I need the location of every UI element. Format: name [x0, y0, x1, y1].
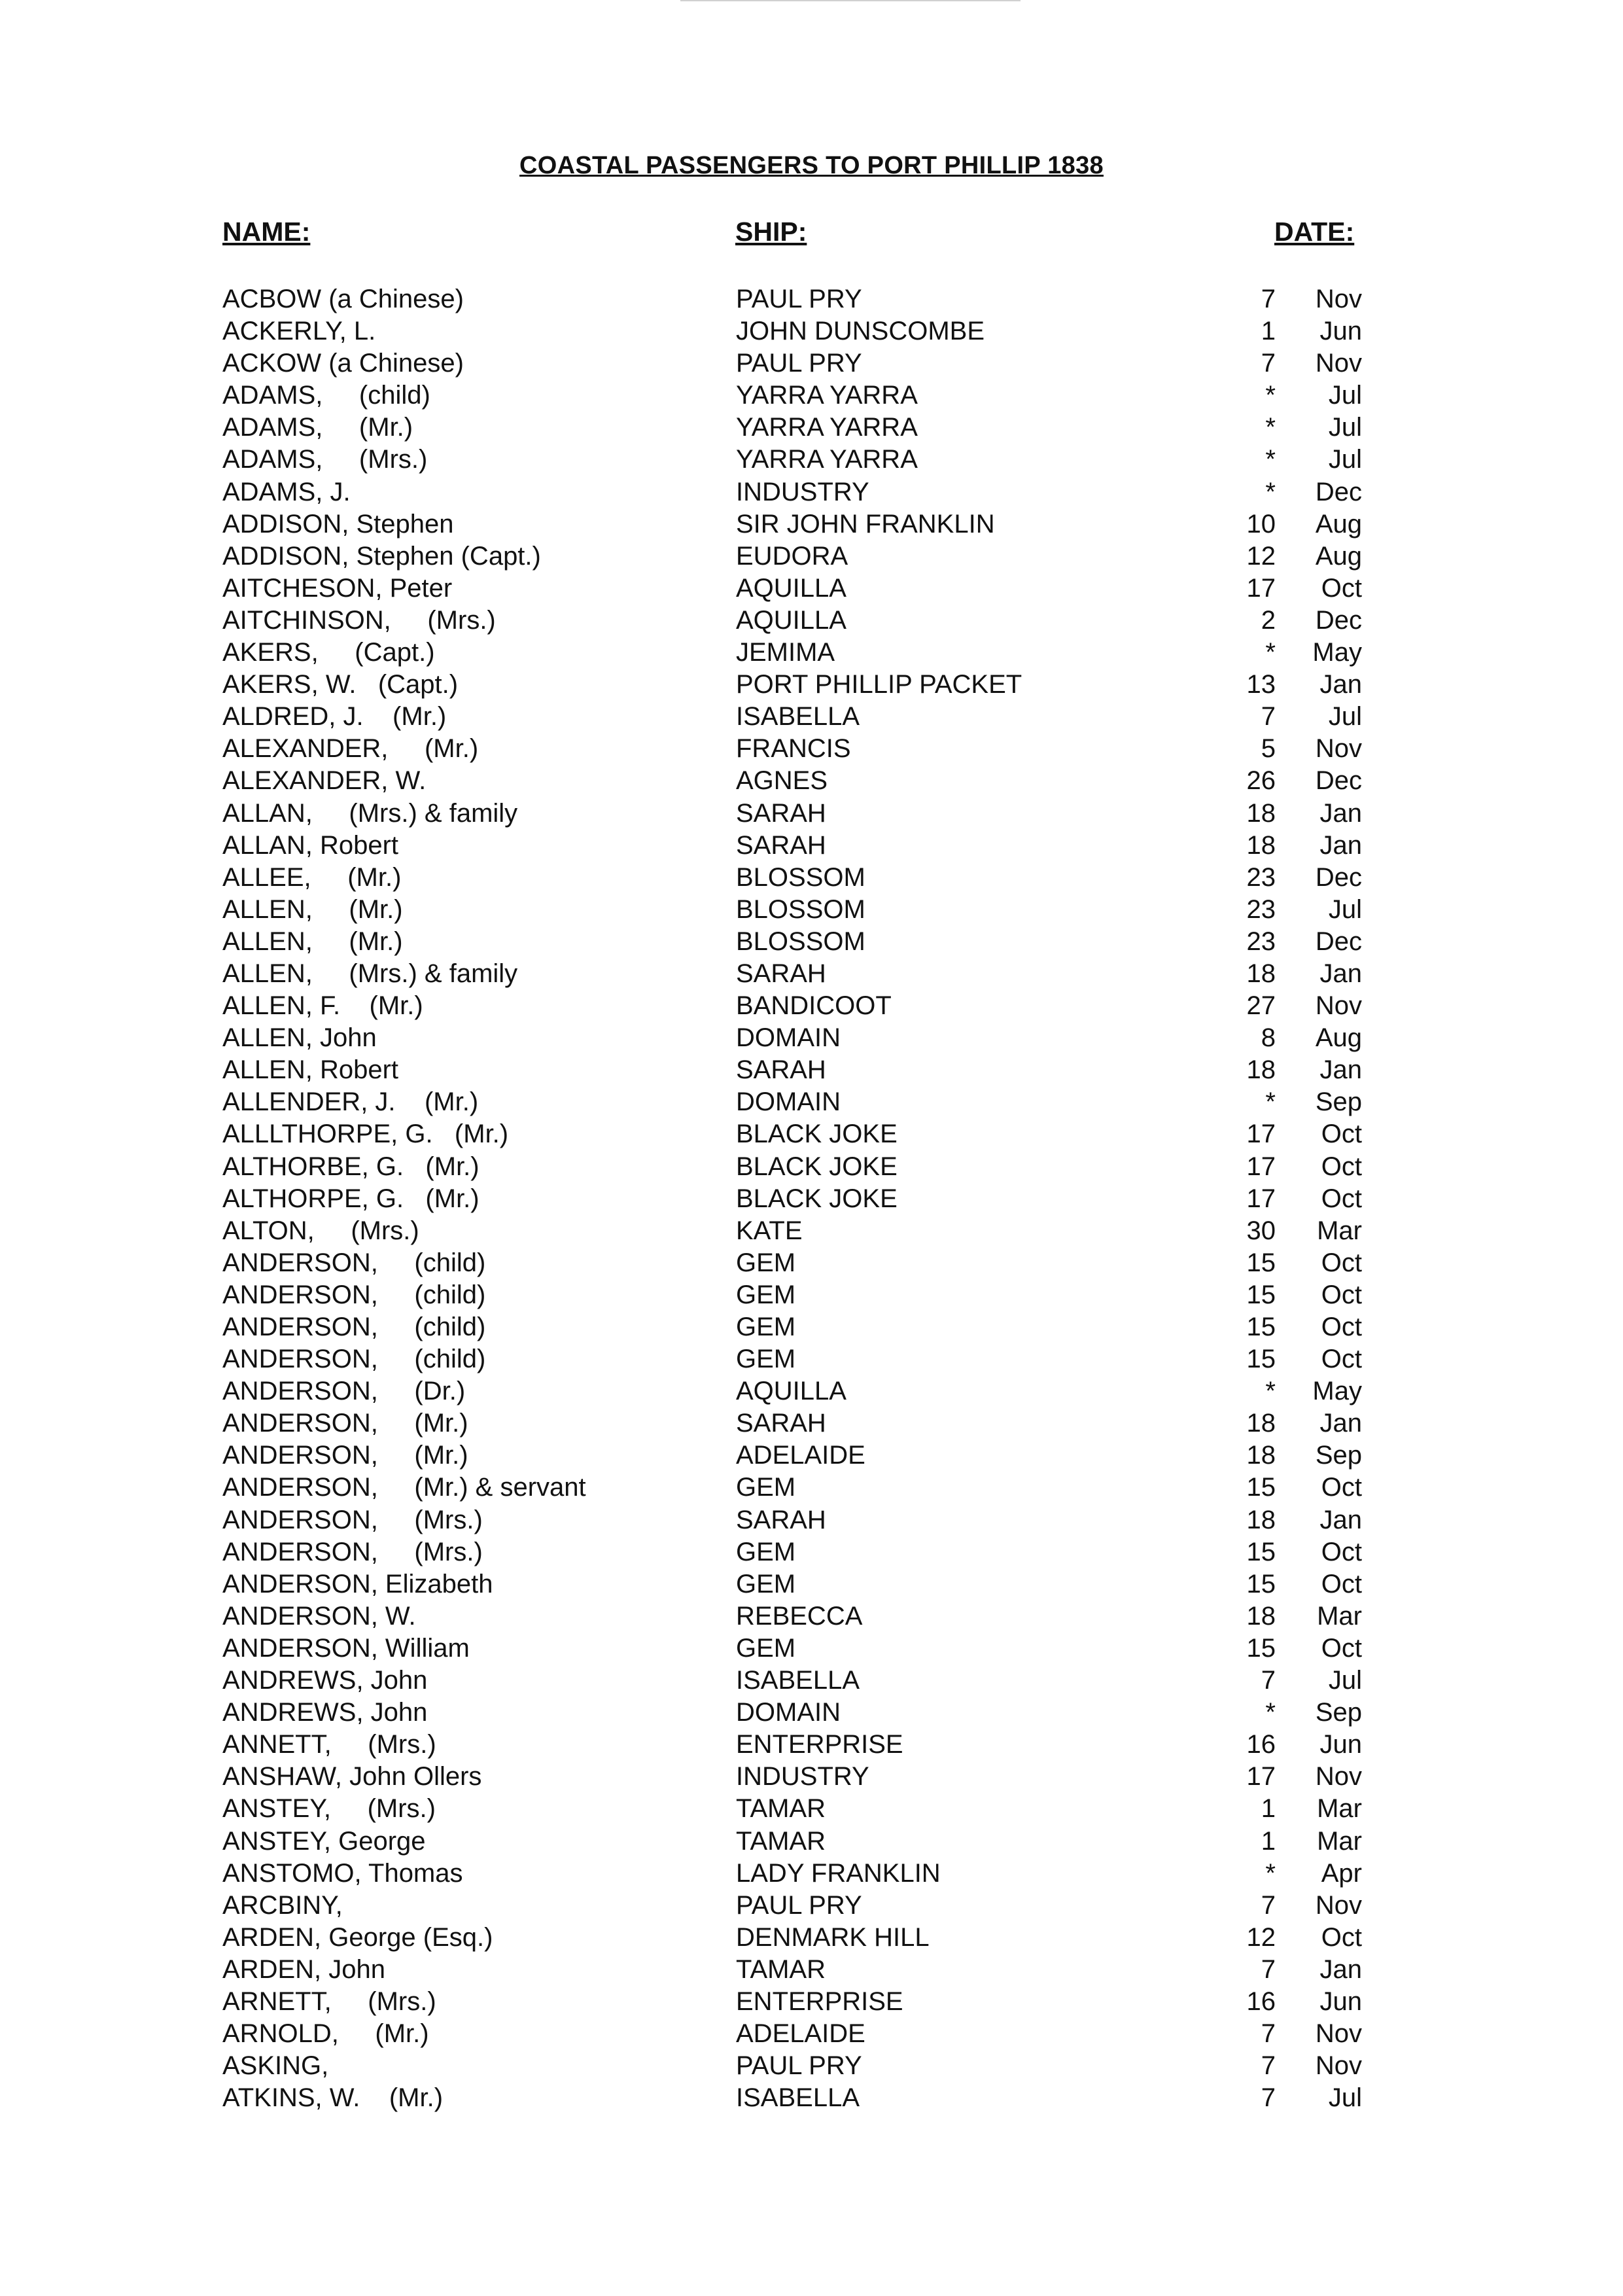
passenger-row	[0, 926, 1623, 958]
arrival-month: Jun	[1319, 1987, 1362, 2016]
passenger-row	[0, 1890, 1623, 1922]
arrival-month: Nov	[1315, 285, 1362, 313]
arrival-month: Oct	[1321, 1633, 1362, 1663]
arrival-day: 7	[1261, 2019, 1276, 2049]
passenger-row	[0, 380, 1623, 412]
passenger-row	[0, 1022, 1623, 1054]
arrival-month: Jun	[1319, 1730, 1362, 1759]
passenger-name: AKERS, (Capt.)	[222, 638, 435, 667]
arrival-month: Oct	[1321, 1120, 1362, 1149]
arrival-day: 17	[1246, 1762, 1276, 1792]
arrival-month: Oct	[1321, 1345, 1362, 1374]
ship-name: PORT PHILLIP PACKET	[736, 670, 1022, 699]
arrival-month: May	[1312, 1377, 1362, 1406]
passenger-row	[0, 1086, 1623, 1118]
page-title: COASTAL PASSENGERS TO PORT PHILLIP 1838	[519, 152, 1104, 179]
arrival-day: 15	[1246, 1569, 1276, 1598]
ship-name: PAUL PRY	[736, 1890, 862, 1920]
arrival-day: *	[1265, 413, 1276, 442]
ship-name: BLACK JOKE	[736, 1184, 898, 1213]
passenger-name: ALLEN, (Mr.)	[222, 894, 403, 924]
arrival-day: 7	[1261, 1954, 1276, 1984]
arrival-day: *	[1265, 381, 1276, 410]
passenger-name: ACKERLY, L.	[222, 317, 376, 346]
passenger-name: ALLEN, John	[222, 1023, 377, 1053]
passenger-name: ANDERSON, (Dr.)	[222, 1377, 466, 1406]
passenger-name: ARDEN, George (Esq.)	[222, 1922, 493, 1952]
arrival-month: Mar	[1317, 1826, 1362, 1856]
passenger-row	[0, 1118, 1623, 1150]
ship-name: SARAH	[736, 798, 826, 828]
passenger-name: ADDISON, Stephen	[222, 509, 454, 539]
ship-name: BLOSSOM	[736, 927, 865, 956]
passenger-name: ALTHORPE, G. (Mr.)	[222, 1184, 480, 1213]
passenger-name: ACKOW (a Chinese)	[222, 349, 464, 378]
passenger-row	[0, 1343, 1623, 1375]
arrival-month: Jul	[1328, 1666, 1362, 1695]
ship-name: ADELAIDE	[736, 2019, 865, 2049]
ship-name: SIR JOHN FRANKLIN	[736, 509, 995, 539]
passenger-row	[0, 1600, 1623, 1633]
arrival-month: Oct	[1321, 1922, 1362, 1952]
arrival-day: 7	[1261, 702, 1276, 732]
arrival-day: 7	[1261, 285, 1276, 313]
arrival-day: 18	[1246, 1055, 1276, 1085]
arrival-day: 18	[1246, 959, 1276, 988]
arrival-month: Sep	[1315, 1087, 1362, 1117]
passenger-row	[0, 1568, 1623, 1600]
ship-name: AQUILLA	[736, 573, 846, 603]
passenger-name: ANDERSON, (Mrs.)	[222, 1537, 483, 1566]
arrival-day: 13	[1246, 670, 1276, 699]
arrival-month: Aug	[1315, 541, 1362, 571]
arrival-month: Jan	[1319, 1055, 1362, 1085]
arrival-day: 2	[1261, 605, 1276, 635]
passenger-row	[0, 765, 1623, 797]
ship-name: GEM	[736, 1345, 796, 1374]
arrival-day: 15	[1246, 1537, 1276, 1566]
ship-name: SARAH	[736, 959, 826, 988]
ship-name: DOMAIN	[736, 1023, 841, 1053]
arrival-day: 23	[1246, 894, 1276, 924]
arrival-month: Jan	[1319, 1954, 1362, 1984]
arrival-month: Oct	[1321, 1313, 1362, 1341]
passenger-name: ANDERSON, Elizabeth	[222, 1569, 493, 1598]
passenger-row	[0, 1247, 1623, 1279]
passenger-row	[0, 1665, 1623, 1697]
ship-name: ISABELLA	[736, 702, 860, 732]
arrival-month: Jul	[1328, 413, 1362, 442]
passenger-row	[0, 1375, 1623, 1407]
passenger-name: ALLAN, (Mrs.) & family	[222, 798, 518, 828]
arrival-day: 16	[1246, 1987, 1276, 2016]
passenger-name: ANDERSON, (Mr.) & servant	[222, 1473, 586, 1502]
ship-name: GEM	[736, 1537, 796, 1566]
ship-name: FRANCIS	[736, 734, 851, 764]
passenger-row	[0, 894, 1623, 926]
ship-name: PAUL PRY	[736, 2051, 862, 2081]
arrival-day: 1	[1261, 1826, 1276, 1856]
arrival-day: 18	[1246, 830, 1276, 860]
passenger-row	[0, 862, 1623, 894]
arrival-month: Jan	[1319, 959, 1362, 988]
passenger-row	[0, 283, 1623, 315]
arrival-day: 23	[1246, 927, 1276, 956]
passenger-name: ARNOLD, (Mr.)	[222, 2019, 429, 2049]
arrival-month: Dec	[1315, 766, 1362, 796]
passenger-row	[0, 798, 1623, 830]
passenger-name: ANDERSON, (child)	[222, 1313, 486, 1341]
passenger-name: ANDERSON, (Mrs.)	[222, 1505, 483, 1534]
arrival-month: Dec	[1315, 477, 1362, 506]
passenger-name: ALLENDER, J. (Mr.)	[222, 1087, 479, 1117]
passenger-name: ANSTEY, George	[222, 1826, 426, 1856]
ship-name: TAMAR	[736, 1826, 826, 1856]
passenger-row	[0, 444, 1623, 476]
arrival-month: Dec	[1315, 862, 1362, 892]
arrival-day: 15	[1246, 1248, 1276, 1277]
passenger-name: ADDISON, Stephen (Capt.)	[222, 541, 541, 571]
passenger-name: ADAMS, (Mrs.)	[222, 445, 428, 474]
passenger-name: ALLEN, F. (Mr.)	[222, 991, 423, 1021]
arrival-month: Jul	[1328, 2083, 1362, 2113]
arrival-day: 30	[1246, 1216, 1276, 1245]
passenger-name: ALLEN, (Mrs.) & family	[222, 959, 518, 988]
arrival-day: 26	[1246, 766, 1276, 796]
ship-name: BLACK JOKE	[736, 1152, 898, 1181]
ship-name: INDUSTRY	[736, 1762, 869, 1792]
arrival-month: Nov	[1315, 2051, 1362, 2081]
ship-name: GEM	[736, 1280, 796, 1309]
arrival-day: 23	[1246, 862, 1276, 892]
passenger-name: ANDERSON, William	[222, 1633, 470, 1663]
ship-name: GEM	[736, 1248, 796, 1277]
passenger-row	[0, 830, 1623, 862]
arrival-day: 18	[1246, 1441, 1276, 1470]
ship-name: ADELAIDE	[736, 1441, 865, 1470]
passenger-row	[0, 1697, 1623, 1729]
arrival-day: 7	[1261, 349, 1276, 378]
ship-name: KATE	[736, 1216, 803, 1245]
passenger-name: ANDERSON, (child)	[222, 1345, 486, 1374]
ship-name: PAUL PRY	[736, 349, 862, 378]
ship-name: ENTERPRISE	[736, 1730, 903, 1759]
arrival-month: Oct	[1321, 1248, 1362, 1277]
arrival-month: Nov	[1315, 1762, 1362, 1792]
arrival-month: Mar	[1317, 1794, 1362, 1824]
passenger-list	[0, 283, 1623, 2114]
arrival-day: *	[1265, 1698, 1276, 1727]
ship-name: BLACK JOKE	[736, 1120, 898, 1149]
arrival-month: Mar	[1317, 1216, 1362, 1245]
ship-name: GEM	[736, 1569, 796, 1598]
arrival-month: Oct	[1321, 573, 1362, 603]
ship-name: DOMAIN	[736, 1698, 841, 1727]
arrival-day: 27	[1246, 991, 1276, 1021]
passenger-row	[0, 1922, 1623, 1954]
arrival-month: Jun	[1319, 317, 1362, 346]
passenger-name: ADAMS, (Mr.)	[222, 413, 413, 442]
arrival-month: Jan	[1319, 670, 1362, 699]
passenger-row	[0, 347, 1623, 380]
passenger-name: ANSHAW, John Ollers	[222, 1762, 482, 1792]
passenger-name: ALLEN, Robert	[222, 1055, 399, 1085]
arrival-month: Jan	[1319, 830, 1362, 860]
passenger-name: ALLEE, (Mr.)	[222, 862, 402, 892]
arrival-month: Jul	[1328, 381, 1362, 410]
column-header-name: NAME:	[222, 217, 311, 247]
arrival-day: 18	[1246, 1409, 1276, 1438]
ship-name: AQUILLA	[736, 605, 846, 635]
arrival-day: 17	[1246, 573, 1276, 603]
arrival-day: 17	[1246, 1120, 1276, 1149]
ship-name: TAMAR	[736, 1954, 826, 1984]
passenger-row	[0, 2050, 1623, 2082]
ship-name: AGNES	[736, 766, 828, 796]
scan-edge-line	[680, 0, 1021, 1]
passenger-row	[0, 2082, 1623, 2114]
passenger-row	[0, 2018, 1623, 2050]
arrival-day: 10	[1246, 509, 1276, 539]
arrival-day: 15	[1246, 1345, 1276, 1374]
arrival-day: 17	[1246, 1184, 1276, 1213]
passenger-name: ASKING,	[222, 2051, 329, 2081]
arrival-day: 15	[1246, 1633, 1276, 1663]
ship-name: INDUSTRY	[736, 477, 869, 506]
ship-name: AQUILLA	[736, 1377, 846, 1406]
arrival-day: *	[1265, 477, 1276, 506]
arrival-day: 1	[1261, 1794, 1276, 1824]
arrival-day: 17	[1246, 1152, 1276, 1181]
arrival-day: 8	[1261, 1023, 1276, 1053]
passenger-row	[0, 1793, 1623, 1825]
passenger-name: ARNETT, (Mrs.)	[222, 1987, 436, 2016]
arrival-month: Dec	[1315, 605, 1362, 635]
passenger-row	[0, 1504, 1623, 1536]
arrival-month: Oct	[1321, 1280, 1362, 1309]
passenger-name: ANDERSON, (Mr.)	[222, 1441, 468, 1470]
column-header-ship: SHIP:	[735, 217, 807, 247]
passenger-row	[0, 1183, 1623, 1215]
passenger-name: ALTHORBE, G. (Mr.)	[222, 1152, 480, 1181]
arrival-month: Apr	[1321, 1858, 1362, 1888]
passenger-name: AKERS, W. (Capt.)	[222, 670, 459, 699]
arrival-day: 7	[1261, 1890, 1276, 1920]
ship-name: GEM	[736, 1473, 796, 1502]
arrival-month: Jul	[1328, 445, 1362, 474]
passenger-row	[0, 733, 1623, 765]
passenger-name: ANNETT, (Mrs.)	[222, 1730, 436, 1759]
arrival-day: 15	[1246, 1280, 1276, 1309]
passenger-name: ANDERSON, (child)	[222, 1280, 486, 1309]
arrival-day: *	[1265, 1858, 1276, 1888]
passenger-name: ANDREWS, John	[222, 1698, 428, 1727]
arrival-day: 12	[1246, 1922, 1276, 1952]
passenger-name: ANDERSON, (child)	[222, 1248, 486, 1277]
passenger-row	[0, 637, 1623, 669]
passenger-name: ARCBINY,	[222, 1890, 343, 1920]
arrival-month: Nov	[1315, 991, 1362, 1021]
ship-name: ISABELLA	[736, 1666, 860, 1695]
passenger-row	[0, 540, 1623, 573]
passenger-row	[0, 1729, 1623, 1761]
arrival-day: 7	[1261, 1666, 1276, 1695]
passenger-name: ALLEN, (Mr.)	[222, 927, 403, 956]
ship-name: DENMARK HILL	[736, 1922, 930, 1952]
arrival-day: 5	[1261, 734, 1276, 764]
arrival-month: Oct	[1321, 1184, 1362, 1213]
arrival-month: Sep	[1315, 1441, 1362, 1470]
ship-name: SARAH	[736, 1055, 826, 1085]
arrival-month: Oct	[1321, 1537, 1362, 1566]
passenger-row	[0, 1761, 1623, 1793]
passenger-row	[0, 573, 1623, 605]
passenger-row	[0, 1858, 1623, 1890]
passenger-row	[0, 1536, 1623, 1568]
passenger-name: ADAMS, J.	[222, 477, 351, 506]
passenger-row	[0, 1633, 1623, 1665]
arrival-month: Nov	[1315, 349, 1362, 378]
arrival-month: May	[1312, 638, 1362, 667]
arrival-month: Oct	[1321, 1152, 1362, 1181]
arrival-month: Mar	[1317, 1601, 1362, 1631]
ship-name: TAMAR	[736, 1794, 826, 1824]
passenger-name: ALEXANDER, (Mr.)	[222, 734, 479, 764]
ship-name: LADY FRANKLIN	[736, 1858, 941, 1888]
passenger-row	[0, 1954, 1623, 1986]
passenger-name: ALEXANDER, W.	[222, 766, 427, 796]
arrival-day: 18	[1246, 798, 1276, 828]
arrival-day: 16	[1246, 1730, 1276, 1759]
passenger-name: ANSTEY, (Mrs.)	[222, 1794, 436, 1824]
passenger-name: ALTON, (Mrs.)	[222, 1216, 419, 1245]
ship-name: JEMIMA	[736, 638, 835, 667]
passenger-row	[0, 1215, 1623, 1247]
ship-name: SARAH	[736, 1505, 826, 1534]
ship-name: BLOSSOM	[736, 894, 865, 924]
ship-name: YARRA YARRA	[736, 413, 918, 442]
ship-name: YARRA YARRA	[736, 445, 918, 474]
passenger-row	[0, 669, 1623, 701]
passenger-row	[0, 476, 1623, 508]
ship-name: BANDICOOT	[736, 991, 892, 1021]
arrival-day: 7	[1261, 2051, 1276, 2081]
ship-name: BLOSSOM	[736, 862, 865, 892]
passenger-name: ANDERSON, W.	[222, 1601, 416, 1631]
ship-name: DOMAIN	[736, 1087, 841, 1117]
passenger-name: ALLLTHORPE, G. (Mr.)	[222, 1120, 509, 1149]
arrival-month: Dec	[1315, 927, 1362, 956]
passenger-name: ANSTOMO, Thomas	[222, 1858, 463, 1888]
arrival-month: Jan	[1319, 1505, 1362, 1534]
arrival-day: *	[1265, 638, 1276, 667]
ship-name: SARAH	[736, 830, 826, 860]
passenger-row	[0, 508, 1623, 540]
arrival-month: Jul	[1328, 702, 1362, 732]
passenger-row	[0, 605, 1623, 637]
ship-name: ISABELLA	[736, 2083, 860, 2113]
arrival-month: Nov	[1315, 734, 1362, 764]
ship-name: JOHN DUNSCOMBE	[736, 317, 985, 346]
passenger-name: AITCHESON, Peter	[222, 573, 453, 603]
passenger-name: ALLAN, Robert	[222, 830, 399, 860]
passenger-row	[0, 315, 1623, 347]
ship-name: SARAH	[736, 1409, 826, 1438]
passenger-row	[0, 1826, 1623, 1858]
arrival-month: Jan	[1319, 1409, 1362, 1438]
passenger-row	[0, 412, 1623, 444]
passenger-name: ALDRED, J. (Mr.)	[222, 702, 447, 732]
ship-name: EUDORA	[736, 541, 848, 571]
passenger-name: ARDEN, John	[222, 1954, 385, 1984]
passenger-row	[0, 1439, 1623, 1472]
column-header-date: DATE:	[1274, 217, 1355, 247]
passenger-row	[0, 1472, 1623, 1504]
arrival-day: 12	[1246, 541, 1276, 571]
arrival-day: 15	[1246, 1473, 1276, 1502]
passenger-name: ATKINS, W. (Mr.)	[222, 2083, 444, 2113]
arrival-day: 1	[1261, 317, 1276, 346]
passenger-row	[0, 1151, 1623, 1183]
passenger-name: ANDERSON, (Mr.)	[222, 1409, 468, 1438]
arrival-month: Sep	[1315, 1698, 1362, 1727]
passenger-row	[0, 958, 1623, 990]
passenger-row	[0, 1279, 1623, 1311]
passenger-row	[0, 990, 1623, 1022]
arrival-day: 18	[1246, 1601, 1276, 1631]
arrival-day: 7	[1261, 2083, 1276, 2113]
arrival-month: Aug	[1315, 1023, 1362, 1053]
arrival-day: *	[1265, 1377, 1276, 1406]
passenger-row	[0, 1054, 1623, 1086]
arrival-day: *	[1265, 445, 1276, 474]
arrival-month: Nov	[1315, 2019, 1362, 2049]
ship-name: GEM	[736, 1313, 796, 1341]
arrival-month: Jan	[1319, 798, 1362, 828]
arrival-month: Oct	[1321, 1569, 1362, 1598]
passenger-name: AITCHINSON, (Mrs.)	[222, 605, 496, 635]
ship-name: REBECCA	[736, 1601, 863, 1631]
arrival-day: *	[1265, 1087, 1276, 1117]
passenger-row	[0, 701, 1623, 733]
ship-name: GEM	[736, 1633, 796, 1663]
arrival-month: Jul	[1328, 894, 1362, 924]
passenger-name: ACBOW (a Chinese)	[222, 285, 464, 313]
arrival-month: Oct	[1321, 1473, 1362, 1502]
arrival-day: 15	[1246, 1313, 1276, 1341]
ship-name: ENTERPRISE	[736, 1987, 903, 2016]
arrival-month: Nov	[1315, 1890, 1362, 1920]
passenger-name: ANDREWS, John	[222, 1666, 428, 1695]
passenger-row	[0, 1407, 1623, 1439]
passenger-row	[0, 1311, 1623, 1343]
passenger-name: ADAMS, (child)	[222, 381, 430, 410]
passenger-row	[0, 1986, 1623, 2018]
ship-name: YARRA YARRA	[736, 381, 918, 410]
arrival-day: 18	[1246, 1505, 1276, 1534]
ship-name: PAUL PRY	[736, 285, 862, 313]
arrival-month: Aug	[1315, 509, 1362, 539]
